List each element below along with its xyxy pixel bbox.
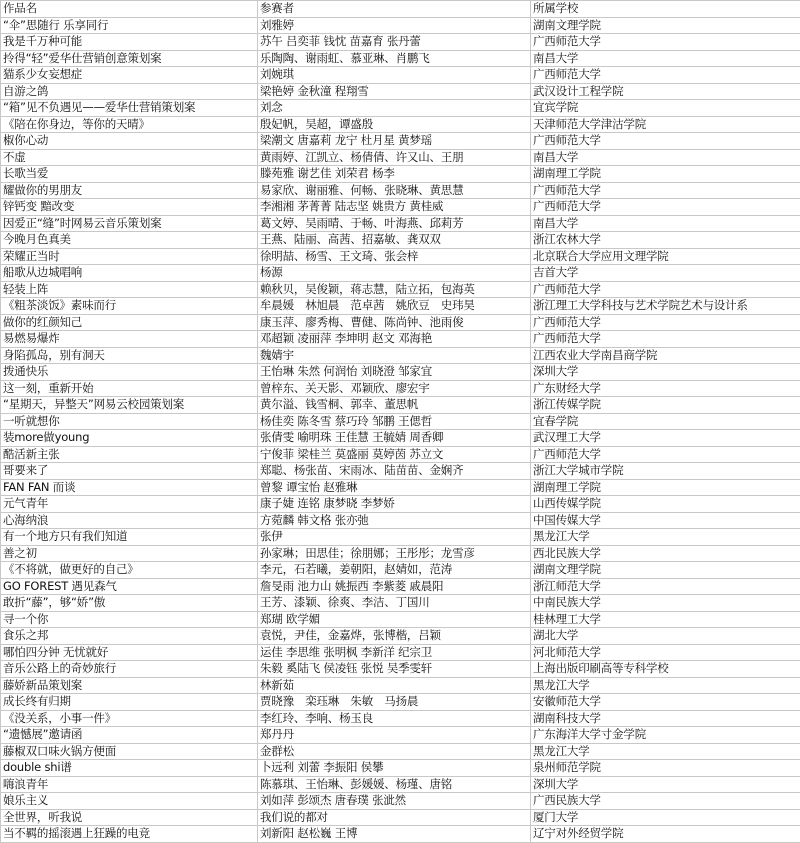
cell-participants[interactable]: 赖秋贝，吴俊颖，蒋志慧，陆立拓，包海英 [258, 281, 531, 298]
cell-work-title[interactable]: 长歌当爱 [1, 166, 258, 183]
table-row [1, 611, 800, 628]
cell-work-title[interactable]: 《不将就，做更好的自己》 [1, 562, 258, 579]
cell-school[interactable]: 湖南科技大学 [531, 710, 800, 727]
table-row [1, 83, 800, 100]
table-row [1, 529, 800, 546]
cell-participants[interactable]: 梁潮文 唐嘉莉 龙宁 杜月星 黄梦瑶 [258, 133, 531, 150]
cell-participants[interactable]: 金群松 [258, 743, 531, 760]
table-row [1, 149, 800, 166]
cell-work-title[interactable]: 易燃易爆炸 [1, 331, 258, 348]
cell-school[interactable]: 浙江传媒学院 [531, 397, 800, 414]
cell-participants[interactable]: 张倩雯 喻明珠 王佳慧 王毓婧 周香卿 [258, 430, 531, 447]
cell-participants[interactable]: 苏午 吕奕菲 钱忱 苗嘉育 张丹蕾 [258, 34, 531, 51]
cell-work-title[interactable]: 藤娇新品策划案 [1, 677, 258, 694]
cell-participants[interactable]: 殷妃帆，吴超，谭盛殷 [258, 116, 531, 133]
table-row [1, 133, 800, 150]
cell-participants[interactable]: 葛文婷、吴雨晴、于畅、叶海燕、邱莉芳 [258, 215, 531, 232]
table-row [1, 578, 800, 595]
cell-school[interactable]: 广东海洋大学寸金学院 [531, 727, 800, 744]
table-row [1, 463, 800, 480]
cell-school[interactable]: 浙江农林大学 [531, 232, 800, 249]
cell-school[interactable]: 广西师范大学 [531, 314, 800, 331]
cell-school[interactable]: 南昌大学 [531, 149, 800, 166]
table-row [1, 100, 800, 117]
cell-work-title[interactable]: “箱”见不负遇见——爱华仕营销策划案 [1, 100, 258, 117]
cell-work-title[interactable]: 一听就想你 [1, 413, 258, 430]
cell-work-title[interactable]: 身陷孤岛，别有洞天 [1, 347, 258, 364]
cell-participants[interactable]: 我们说的都对 [258, 809, 531, 826]
cell-school[interactable]: 中国传媒大学 [531, 512, 800, 529]
table-row [1, 512, 800, 529]
cell-school[interactable]: 山西传媒学院 [531, 496, 800, 513]
cell-participants[interactable]: 黄尔溢、钱雪桐、郭幸、董思帆 [258, 397, 531, 414]
cell-school[interactable]: 广西师范大学 [531, 281, 800, 298]
cell-participants[interactable]: 宁俊菲 梁桂兰 莫盛丽 莫婷茵 苏立文 [258, 446, 531, 463]
cell-work-title[interactable]: 嗨浪青年 [1, 776, 258, 793]
cell-school[interactable]: 湖北大学 [531, 628, 800, 645]
cell-school[interactable]: 辽宁对外经贸学院 [531, 826, 800, 843]
cell-school[interactable]: 南昌大学 [531, 215, 800, 232]
cell-participants[interactable]: 詹旻雨 池力山 姚振西 李紫菱 戚晨阳 [258, 578, 531, 595]
cell-school[interactable]: 湖南文理学院 [531, 17, 800, 34]
cell-school[interactable]: 浙江大学城市学院 [531, 463, 800, 480]
cell-participants[interactable]: 林新茹 [258, 677, 531, 694]
cell-participants[interactable]: 刘雅婷 [258, 17, 531, 34]
table-row [1, 314, 800, 331]
table-row [1, 545, 800, 562]
cell-school[interactable]: 深圳大学 [531, 776, 800, 793]
cell-participants[interactable]: 郑瑚 欧学媚 [258, 611, 531, 628]
cell-work-title[interactable]: 拨通快乐 [1, 364, 258, 381]
cell-school[interactable]: 中南民族大学 [531, 595, 800, 612]
cell-work-title[interactable]: 成长终有归期 [1, 694, 258, 711]
cell-participants[interactable]: 张伊 [258, 529, 531, 546]
cell-work-title[interactable]: “星期天，异整天”网易云校园策划案 [1, 397, 258, 414]
cell-work-title[interactable]: 食乐之邦 [1, 628, 258, 645]
cell-school[interactable]: 武汉理工大学 [531, 430, 800, 447]
table-row [1, 67, 800, 84]
cell-school[interactable]: 桂林理工大学 [531, 611, 800, 628]
cell-participants[interactable]: 魏婧宇 [258, 347, 531, 364]
cell-work-title[interactable]: 做你的红颜知己 [1, 314, 258, 331]
cell-participants[interactable]: 滕苑雅 谢艺佳 刘荣君 杨李 [258, 166, 531, 183]
cell-participants[interactable]: 郑丹丹 [258, 727, 531, 744]
cell-school[interactable]: 吉首大学 [531, 265, 800, 282]
table-row [1, 743, 800, 760]
cell-participants[interactable]: 运佳 李思维 张明枫 李新洋 纪宗卫 [258, 644, 531, 661]
table-row [1, 232, 800, 249]
cell-school[interactable]: 北京联合大学应用文理学院 [531, 248, 800, 265]
cell-work-title[interactable]: 心海纳浪 [1, 512, 258, 529]
cell-participants[interactable]: 曾梓东、关天影、邓颖欣、廖宏宇 [258, 380, 531, 397]
table-row [1, 809, 800, 826]
cell-work-title[interactable]: 《粗茶淡饭》素味而行 [1, 298, 258, 315]
cell-participants[interactable]: 方菀麟 韩文格 张亦弛 [258, 512, 531, 529]
cell-work-title[interactable]: 善之初 [1, 545, 258, 562]
cell-work-title[interactable]: 今晚月色真美 [1, 232, 258, 249]
cell-work-title[interactable]: 椒你心动 [1, 133, 258, 150]
table-row [1, 397, 800, 414]
cell-participants[interactable]: 王芳、漆颖、徐爽、李洁、丁国川 [258, 595, 531, 612]
cell-work-title[interactable]: 不虚 [1, 149, 258, 166]
cell-school[interactable]: 上海出版印刷高等专科学校 [531, 661, 800, 678]
cell-work-title[interactable]: 锌钙变 黯改变 [1, 199, 258, 216]
cell-work-title[interactable]: 自游之鸽 [1, 83, 258, 100]
table-row [1, 17, 800, 34]
cell-participants[interactable]: 李元，石若曦，姜朝阳，赵婧如，范涛 [258, 562, 531, 579]
table-row [1, 380, 800, 397]
cell-participants[interactable]: 孙家琳；田思佳；徐朋娜；王彤彤；龙雪彦 [258, 545, 531, 562]
cell-school[interactable]: 黑龙江大学 [531, 743, 800, 760]
cell-school[interactable]: 宜春学院 [531, 413, 800, 430]
cell-school[interactable]: 广西师范大学 [531, 199, 800, 216]
entries-table-body [1, 1, 800, 843]
cell-work-title[interactable]: 轻装上阵 [1, 281, 258, 298]
cell-participants[interactable]: 刘念 [258, 100, 531, 117]
cell-participants[interactable]: 刘如萍 彭颂杰 唐春璞 张泚然 [258, 793, 531, 810]
cell-participants[interactable]: 曾黎 谭宝怡 赵雅琳 [258, 479, 531, 496]
table-row [1, 793, 800, 810]
cell-work-title[interactable]: 荣耀正当时 [1, 248, 258, 265]
cell-work-title[interactable]: 藤椒双口味火锅方便面 [1, 743, 258, 760]
cell-school[interactable]: 广西师范大学 [531, 182, 800, 199]
cell-work-title[interactable]: double shi谱 [1, 760, 258, 777]
cell-school[interactable]: 厦门大学 [531, 809, 800, 826]
table-row [1, 331, 800, 348]
cell-school[interactable]: 广西师范大学 [531, 331, 800, 348]
table-row [1, 34, 800, 51]
table-row [1, 562, 800, 579]
table-row [1, 364, 800, 381]
cell-participants[interactable]: 康子婕 连铭 康梦晓 李梦娇 [258, 496, 531, 513]
cell-work-title[interactable]: 《陪在你身边，等你的天晴》 [1, 116, 258, 133]
cell-school[interactable]: 泉州师范学院 [531, 760, 800, 777]
table-row [1, 430, 800, 447]
cell-work-title[interactable]: 娘乐主义 [1, 793, 258, 810]
cell-work-title[interactable]: 装more做young [1, 430, 258, 447]
table-row [1, 496, 800, 513]
cell-school[interactable]: 武汉设计工程学院 [531, 83, 800, 100]
cell-participants[interactable]: 乐陶陶、谢雨虹、慕亚琳、肖鹏飞 [258, 50, 531, 67]
header-row [1, 1, 800, 18]
table-row [1, 298, 800, 315]
cell-school[interactable]: 湖南文理学院 [531, 562, 800, 579]
table-row [1, 677, 800, 694]
table-row [1, 50, 800, 67]
cell-school[interactable]: 湖南理工学院 [531, 166, 800, 183]
cell-school[interactable]: 广西师范大学 [531, 34, 800, 51]
cell-work-title[interactable]: 船歌从边城唱响 [1, 265, 258, 282]
table-row [1, 644, 800, 661]
cell-work-title[interactable]: 敢折“藤”，够“娇”傲 [1, 595, 258, 612]
table-row [1, 595, 800, 612]
cell-school[interactable]: 南昌大学 [531, 50, 800, 67]
cell-school[interactable]: 西北民族大学 [531, 545, 800, 562]
table-row [1, 413, 800, 430]
cell-participants[interactable]: 易家欣、谢丽雅、何畅、张晓琳、黄思慧 [258, 182, 531, 199]
cell-work-title[interactable]: 酷活新主张 [1, 446, 258, 463]
table-row [1, 776, 800, 793]
cell-school[interactable]: 江西农业大学南昌商学院 [531, 347, 800, 364]
cell-work-title[interactable]: 拎得“轻”爱华仕营销创意策划案 [1, 50, 258, 67]
cell-participants[interactable]: 康玉萍、廖秀梅、曹健、陈尚钟、池雨俊 [258, 314, 531, 331]
table-row [1, 199, 800, 216]
cell-work-title[interactable]: GO FOREST 遇见森气 [1, 578, 258, 595]
cell-participants[interactable]: 李湘湘 茅菁菁 陆志坚 姚贵方 黄桂威 [258, 199, 531, 216]
table-row [1, 760, 800, 777]
cell-participants[interactable]: 邓超颖 凌丽萍 李坤明 赵文 邓海艳 [258, 331, 531, 348]
cell-participants[interactable]: 郑聪、杨张苗、宋雨冰、陆苗苗、金娴齐 [258, 463, 531, 480]
cell-school[interactable]: 广西师范大学 [531, 67, 800, 84]
cell-school[interactable]: 广东财经大学 [531, 380, 800, 397]
cell-participants[interactable]: 黄雨婷、江凯立、杨倩倩、许又山、王朋 [258, 149, 531, 166]
cell-school[interactable]: 黑龙江大学 [531, 677, 800, 694]
cell-work-title[interactable]: 我是千万种可能 [1, 34, 258, 51]
cell-work-title[interactable]: 全世界，听我说 [1, 809, 258, 826]
cell-school[interactable]: 浙江师范大学 [531, 578, 800, 595]
cell-school[interactable]: 宜宾学院 [531, 100, 800, 117]
header-cell-school[interactable]: 所属学校 [531, 1, 800, 18]
cell-participants[interactable]: 李红玲、李响、杨玉良 [258, 710, 531, 727]
cell-participants[interactable]: 王怡琳 朱然 何润怡 刘晓澄 邹家宜 [258, 364, 531, 381]
cell-participants[interactable]: 朱毅 奚陆飞 侯凌钰 张悦 吴季雯轩 [258, 661, 531, 678]
cell-work-title[interactable]: 因爱正“缝”时网易云音乐策划案 [1, 215, 258, 232]
table-row [1, 710, 800, 727]
cell-work-title[interactable]: 耀做你的男朋友 [1, 182, 258, 199]
header-cell-work[interactable]: 作品名 [1, 1, 258, 18]
cell-participants[interactable]: 袁悦，尹佳，金嘉烨，张博楷，吕颖 [258, 628, 531, 645]
table-row [1, 446, 800, 463]
header-cell-participants[interactable]: 参赛者 [258, 1, 531, 18]
cell-participants[interactable]: 贾晓豫 栾珏琳 朱敏 马扬晨 [258, 694, 531, 711]
cell-work-title[interactable]: 哥要来了 [1, 463, 258, 480]
table-row [1, 182, 800, 199]
table-row [1, 479, 800, 496]
cell-participants[interactable]: 刘新阳 赵松巍 王博 [258, 826, 531, 843]
cell-school[interactable]: 天津师范大学津沽学院 [531, 116, 800, 133]
table-row [1, 248, 800, 265]
cell-school[interactable]: 安徽师范大学 [531, 694, 800, 711]
cell-work-title[interactable]: 《没关系，小事一件》 [1, 710, 258, 727]
cell-work-title[interactable]: 寻一个你 [1, 611, 258, 628]
table-row [1, 694, 800, 711]
cell-school[interactable]: 河北师范大学 [531, 644, 800, 661]
cell-work-title[interactable]: “遗憾展”邀请函 [1, 727, 258, 744]
cell-participants[interactable]: 刘婉琪 [258, 67, 531, 84]
table-row [1, 281, 800, 298]
cell-work-title[interactable]: 哪怕四分钟 无忧就好 [1, 644, 258, 661]
cell-work-title[interactable]: 有一个地方只有我们知道 [1, 529, 258, 546]
table-row [1, 166, 800, 183]
table-row [1, 347, 800, 364]
cell-participants[interactable]: 徐明喆、杨雪、王文琦、张会梓 [258, 248, 531, 265]
cell-participants[interactable]: 梁艳婷 金秋潼 程翔雪 [258, 83, 531, 100]
table-row [1, 215, 800, 232]
cell-school[interactable]: 深圳大学 [531, 364, 800, 381]
cell-school[interactable]: 广西师范大学 [531, 133, 800, 150]
cell-participants[interactable]: 卜远利 刘蕾 李振阳 侯攀 [258, 760, 531, 777]
cell-work-title[interactable]: 音乐公路上的奇妙旅行 [1, 661, 258, 678]
table-row [1, 661, 800, 678]
cell-work-title[interactable]: “伞”思随行 乐享同行 [1, 17, 258, 34]
table-row [1, 727, 800, 744]
table-row [1, 265, 800, 282]
cell-participants[interactable]: 王燕、陆丽、高茜、招嘉敏、龚双双 [258, 232, 531, 249]
table-row [1, 116, 800, 133]
cell-school[interactable]: 广西民族大学 [531, 793, 800, 810]
cell-school[interactable]: 湖南理工学院 [531, 479, 800, 496]
table-row [1, 628, 800, 645]
cell-participants[interactable]: 陈慕琪、王怡琳、彭媛媛、杨瑾、唐铭 [258, 776, 531, 793]
table-row [1, 826, 800, 843]
cell-work-title[interactable]: 元气青年 [1, 496, 258, 513]
cell-work-title[interactable]: FAN FAN 而谈 [1, 479, 258, 496]
cell-work-title[interactable]: 当不羁的摇滚遇上狂躁的电竞 [1, 826, 258, 843]
cell-school[interactable]: 广西师范大学 [531, 446, 800, 463]
cell-participants[interactable]: 牟晨媛 林旭晨 范卓茜 姚欣豆 史玮昊 [258, 298, 531, 315]
cell-participants[interactable]: 杨源 [258, 265, 531, 282]
cell-work-title[interactable]: 这一刻，重新开始 [1, 380, 258, 397]
cell-participants[interactable]: 杨佳奕 陈冬雪 蔡巧玲 邹鹏 王偲哲 [258, 413, 531, 430]
cell-work-title[interactable]: 猫系少女妄想症 [1, 67, 258, 84]
cell-school[interactable]: 浙江理工大学科技与艺术学院艺术与设计系 [531, 298, 800, 315]
cell-school[interactable]: 黑龙江大学 [531, 529, 800, 546]
